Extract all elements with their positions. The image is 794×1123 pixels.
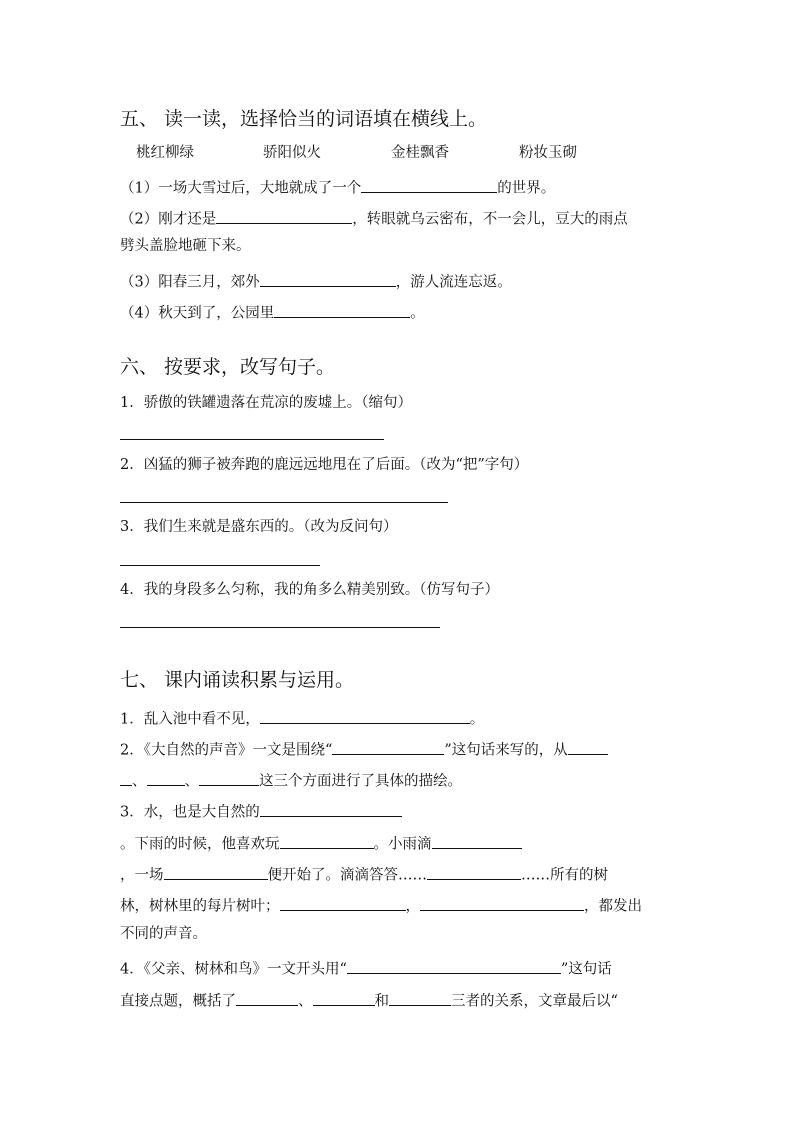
s7-q3-part-d: ，一场 <box>120 867 164 884</box>
s7-question-4-cont <box>120 990 618 1009</box>
answer-blank[interactable] <box>164 864 268 880</box>
answer-blank[interactable] <box>568 739 608 755</box>
s6-question-4: 4．我的身段多么匀称，我的角多么精美别致。（仿写句子） <box>120 582 499 598</box>
answer-blank[interactable] <box>280 895 406 911</box>
answer-line[interactable] <box>120 502 448 503</box>
s7-question-3-line4 <box>120 895 642 914</box>
s5-question-3 <box>120 271 512 290</box>
s7-q2-text: 2．《大自然的声音》一文是围绕“ <box>120 742 333 759</box>
s7-q3-part-e: 便开始了。滴滴答答…… <box>267 867 427 884</box>
s7-question-2-cont <box>120 770 462 789</box>
s7-q2-tail: 这三个方面进行了具体的描绘。 <box>259 773 462 790</box>
section-6-heading: 六、 按要求，改写句子。 <box>120 356 336 378</box>
s6-question-3: 3．我们生来就是盛东西的。（改为反问句） <box>120 519 398 535</box>
s7-question-3-line2 <box>120 833 522 852</box>
answer-blank[interactable] <box>389 990 451 1006</box>
s5-question-2-cont: 劈头盖脸地砸下来。 <box>120 238 251 254</box>
s7-q4-part-c: 直接点题，概括了 <box>120 993 236 1010</box>
s7-question-2 <box>120 739 608 758</box>
s5-q4-text: （4）秋天到了，公园里 <box>120 305 275 322</box>
s5-q3-tail: ，游人流连忘返。 <box>395 274 512 291</box>
s7-q2-sep2: 、 <box>184 773 199 790</box>
word-option-2: 骄阳似火 <box>263 145 321 161</box>
section-7-heading: 七、 课内诵读积累与运用。 <box>120 669 355 691</box>
s7-q3-part-i: ，都发出 <box>584 898 642 915</box>
s5-question-4 <box>120 302 425 321</box>
word-option-4: 粉妆玉砌 <box>519 145 577 161</box>
s7-q2-mid: ”这句话来写的，从 <box>444 742 568 759</box>
s7-q3-part-b: 。下雨的时候，他喜欢玩 <box>120 836 280 853</box>
s7-question-1 <box>120 708 484 727</box>
s6-question-2: 2．凶猛的狮子被奔跑的鹿远远地甩在了后面。（改为“把”字句） <box>120 457 529 473</box>
answer-blank[interactable] <box>147 770 185 786</box>
answer-blank[interactable] <box>427 864 521 880</box>
answer-line[interactable] <box>120 439 384 440</box>
s7-q3-part-g: 林，树林里的每片树叶； <box>120 898 280 915</box>
s7-q3-part-c: 。小雨滴 <box>373 836 432 853</box>
answer-blank[interactable] <box>280 833 374 849</box>
answer-blank[interactable] <box>274 302 410 318</box>
answer-line[interactable] <box>120 627 440 628</box>
s7-q3-text: 3．水，也是大自然的 <box>120 804 260 821</box>
s7-q2-sep1: 、 <box>132 773 147 790</box>
answer-blank[interactable] <box>260 801 402 817</box>
s7-q3-part-h: ， <box>405 898 420 915</box>
answer-blank[interactable] <box>361 177 497 193</box>
s5-q2-tail: ，转眼就乌云密布，不一会儿，豆大的雨点 <box>352 211 628 228</box>
answer-blank[interactable] <box>332 739 444 755</box>
s5-q2-text: （2）刚才还是 <box>120 211 217 228</box>
answer-blank[interactable] <box>313 990 375 1006</box>
answer-blank[interactable] <box>216 208 352 224</box>
answer-blank[interactable] <box>236 990 298 1006</box>
s5-q4-tail: 。 <box>410 305 425 322</box>
s7-q4-and: 和 <box>374 993 389 1010</box>
s7-q1-tail: 。 <box>469 711 485 728</box>
s7-q4-tail: 三者的关系，文章最后以“ <box>451 993 618 1010</box>
answer-blank[interactable] <box>432 833 522 849</box>
s5-question-1 <box>120 177 555 196</box>
answer-blank[interactable] <box>120 770 132 786</box>
s7-question-3 <box>120 801 402 820</box>
answer-blank[interactable] <box>347 958 561 974</box>
word-option-3: 金桂飘香 <box>391 145 449 161</box>
s5-q3-text: （3）阳春三月，郊外 <box>120 274 260 291</box>
s5-question-2 <box>120 208 628 227</box>
s7-q4-sep: 、 <box>298 993 313 1010</box>
answer-blank[interactable] <box>420 895 584 911</box>
s7-q1-text: 1．乱入池中看不见， <box>120 711 260 728</box>
section-5-heading: 五、 读一读，选择恰当的词语填在横线上。 <box>120 108 488 130</box>
s7-question-4 <box>120 958 612 977</box>
word-option-1: 桃红柳绿 <box>136 145 194 161</box>
s6-question-1: 1．骄傲的铁罐遗落在荒凉的废墟上。（缩句） <box>120 395 412 411</box>
answer-blank[interactable] <box>260 271 396 287</box>
s7-question-3-line5: 不同的声音。 <box>120 926 207 942</box>
s7-q3-part-f: ……所有的树 <box>521 867 608 884</box>
s5-q1-text: （1）一场大雪过后，大地就成了一个 <box>120 180 362 197</box>
answer-line[interactable] <box>120 565 320 566</box>
answer-blank[interactable] <box>199 770 259 786</box>
s7-q4-text: 4．《父亲、树林和鸟》一文开头用“ <box>120 961 347 978</box>
s5-q1-tail: 的世界。 <box>497 180 556 197</box>
s7-q4-mid: ”这句话 <box>560 961 612 978</box>
answer-blank[interactable] <box>260 708 470 724</box>
s7-question-3-line3 <box>120 864 608 883</box>
